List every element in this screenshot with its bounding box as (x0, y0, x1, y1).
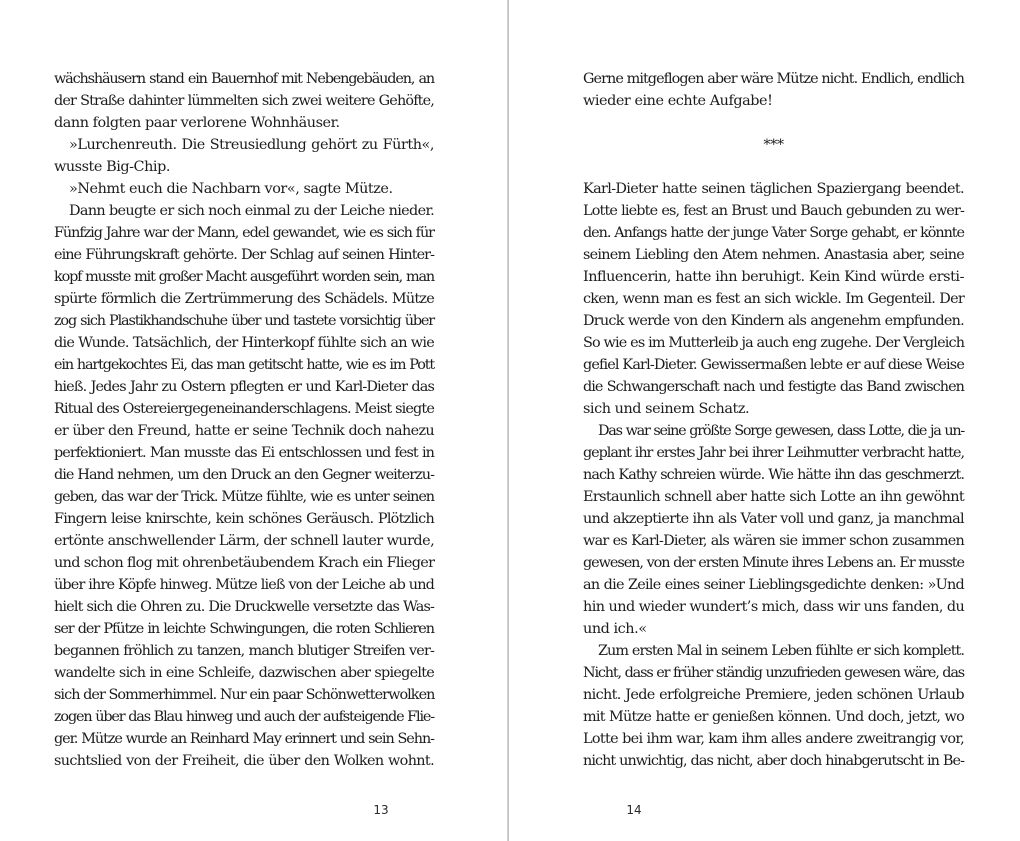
text-line: Erstaunlich schnell aber hatte sich Lotte an ihn gewöhnt (583, 489, 964, 505)
text-line: Lotte liebte es, fest an Brust und Bauch gebunden zu wer- (583, 203, 964, 219)
text-line: er über den Freund, hatte er seine Technik doch nahezu (54, 423, 434, 439)
text-line: an die Zeile eines seiner Lieblingsgedichte denken: »Und (583, 577, 964, 593)
text-line: kopf musste mit großer Macht ausgeführt worden sein, man (54, 269, 434, 285)
text-line: wusste Big-Chip. (54, 159, 170, 175)
text-line: begannen fröhlich zu tanzen, manch blutiger Streifen ver- (54, 643, 434, 659)
text-line: war es Karl-Dieter, als wären sie immer schon zusammen (583, 533, 964, 549)
text-line: geben, das war der Trick. Mütze fühlte, wie es unter seinen (54, 489, 434, 505)
text-line: Dann beugte er sich noch einmal zu der Leiche nieder. (69, 203, 435, 219)
text-line: wieder eine echte Aufgabe! (583, 93, 773, 109)
text-line: suchtslied von der Freiheit, die über den Wolken wohnt. (54, 753, 434, 769)
text-line: Zum ersten Mal in seinem Leben fühlte er sich komplett. (598, 643, 964, 659)
text-line: Fingern leise knirschte, kein schönes Geräusch. Plötzlich (54, 511, 434, 527)
text-line: die Wunde. Tatsächlich, der Hinterkopf fühlte sich an wie (54, 335, 434, 351)
text-line: Karl-Dieter hatte seinen täglichen Spaziergang beendet. (583, 181, 964, 197)
text-line: hin und wieder wundert’s mich, dass wir uns fanden, du (583, 599, 965, 615)
text-line: Lotte bei ihm war, kam ihm alles andere zweitrangig vor, (583, 731, 964, 747)
text-line: eine Führungskraft gehörte. Der Schlag auf seinen Hinter- (54, 247, 434, 263)
text-line: »Lurchenreuth. Die Streusiedlung gehört zu Fürth«, (69, 137, 434, 153)
right-text-block (583, 68, 964, 772)
right-page (509, 0, 1016, 841)
text-line: Fünfzig Jahre war der Mann, edel gewandet, wie es sich für (54, 225, 434, 241)
text-line: ger. Mütze wurde an Reinhard May erinnert und sein Sehn- (54, 731, 434, 747)
text-line: nicht. Jede erfolgreiche Premiere, jeden schönen Urlaub (583, 687, 964, 703)
text-line: und ich.« (583, 621, 647, 637)
text-line: wandelte sich in eine Schleife, dazwischen aber spiegelte (54, 665, 434, 681)
text-line: geplant ihr erstes Jahr bei ihrer Leihmutter verbracht hatte, (583, 445, 964, 461)
text-line: ein hartgekochtes Ei, das man getitscht hatte, wie es im Pott (54, 357, 434, 373)
text-line: sich der Sommerhimmel. Nur ein paar Schönwetterwolken (54, 687, 435, 703)
text-line: zogen über das Blau hinweg und auch der aufsteigende Flie- (54, 709, 434, 725)
left-text-block (54, 68, 434, 772)
text-line: »Nehmt euch die Nachbarn vor«, sagte Mütze. (69, 181, 393, 197)
text-line: Nicht, dass er früher ständig unzufrieden gewesen wäre, das (583, 665, 964, 681)
blank-line (583, 112, 964, 134)
text-line: ertönte anschwellender Lärm, der schnell lauter wurde, (54, 533, 435, 549)
text-line: und schon flog mit ohrenbetäubendem Krach ein Flieger (54, 555, 435, 571)
text-line: cken, wenn man es fest an sich wickle. Im Gegenteil. Der (583, 291, 964, 307)
blank-line (583, 156, 964, 178)
text-line: So wie es im Mutterleib ja auch eng zugehe. Der Vergleich (583, 335, 965, 351)
text-line: über ihre Köpfe hinweg. Mütze ließ von der Leiche ab und (54, 577, 434, 593)
text-line: hieß. Jedes Jahr zu Ostern pflegten er und Karl-Dieter das (54, 379, 434, 395)
text-line: die Schwangerschaft nach und festigte das Band zwischen (583, 379, 964, 395)
text-line: Gerne mitgeflogen aber wäre Mütze nicht. Endlich, endlich (583, 71, 964, 87)
text-line: die Hand nehmen, um den Druck an den Gegner weiterzu- (54, 467, 434, 483)
text-line: nicht unwichtig, das nicht, aber doch hinabgerutscht in Be- (583, 753, 964, 769)
left-page (0, 0, 507, 841)
page-number: 14 (626, 803, 642, 817)
text-line: mit Mütze hatte er genießen können. Und doch, jetzt, wo (583, 709, 964, 725)
text-line: hielt sich die Ohren zu. Die Druckwelle versetzte das Was- (54, 599, 434, 615)
text-line: seinem Liebling den Atem nehmen. Anastasia aber, seine (583, 247, 964, 263)
text-line: perfektioniert. Man musste das Ei entschlossen und fest in (54, 445, 434, 461)
text-line: der Straße dahinter lümmelten sich zwei weitere Gehöfte, (54, 93, 434, 109)
text-line: wächshäusern stand ein Bauernhof mit Nebengebäuden, an (54, 71, 434, 87)
text-line: Das war seine größte Sorge gewesen, dass Lotte, die ja un- (598, 423, 964, 439)
text-line: zog sich Plastikhandschuhe über und tastete vorsichtig über (54, 313, 434, 329)
text-line: gewesen, von der ersten Minute ihres Lebens an. Er musste (583, 555, 964, 571)
text-line: Influencerin, hatte ihn beruhigt. Kein Kind würde ersti- (583, 269, 964, 285)
text-line: gefiel Karl-Dieter. Gewissermaßen lebte er auf diese Weise (583, 357, 964, 373)
text-line: sich und seinem Schatz. (583, 401, 750, 417)
page-number: 13 (373, 803, 389, 817)
section-break: *** (763, 137, 784, 153)
text-line: ser der Pfütze in leichte Schwingungen, die roten Schlieren (54, 621, 434, 637)
text-line: den. Anfangs hatte der junge Vater Sorge gehabt, er könnte (583, 225, 964, 241)
text-line: dann folgten paar verlorene Wohnhäuser. (54, 115, 340, 131)
text-line: und akzeptierte ihn als Vater voll und ganz, ja manchmal (583, 511, 964, 527)
text-line: Ritual des Ostereiergegeneinanderschlagens. Meist siegte (54, 401, 434, 417)
text-line: spürte förmlich die Zertrümmerung des Schädels. Mütze (54, 291, 434, 307)
text-line: Druck werde von den Kindern als angenehm empfunden. (583, 313, 964, 329)
text-line: nach Kathy schreien würde. Wie hätte ihn das geschmerzt. (583, 467, 964, 483)
